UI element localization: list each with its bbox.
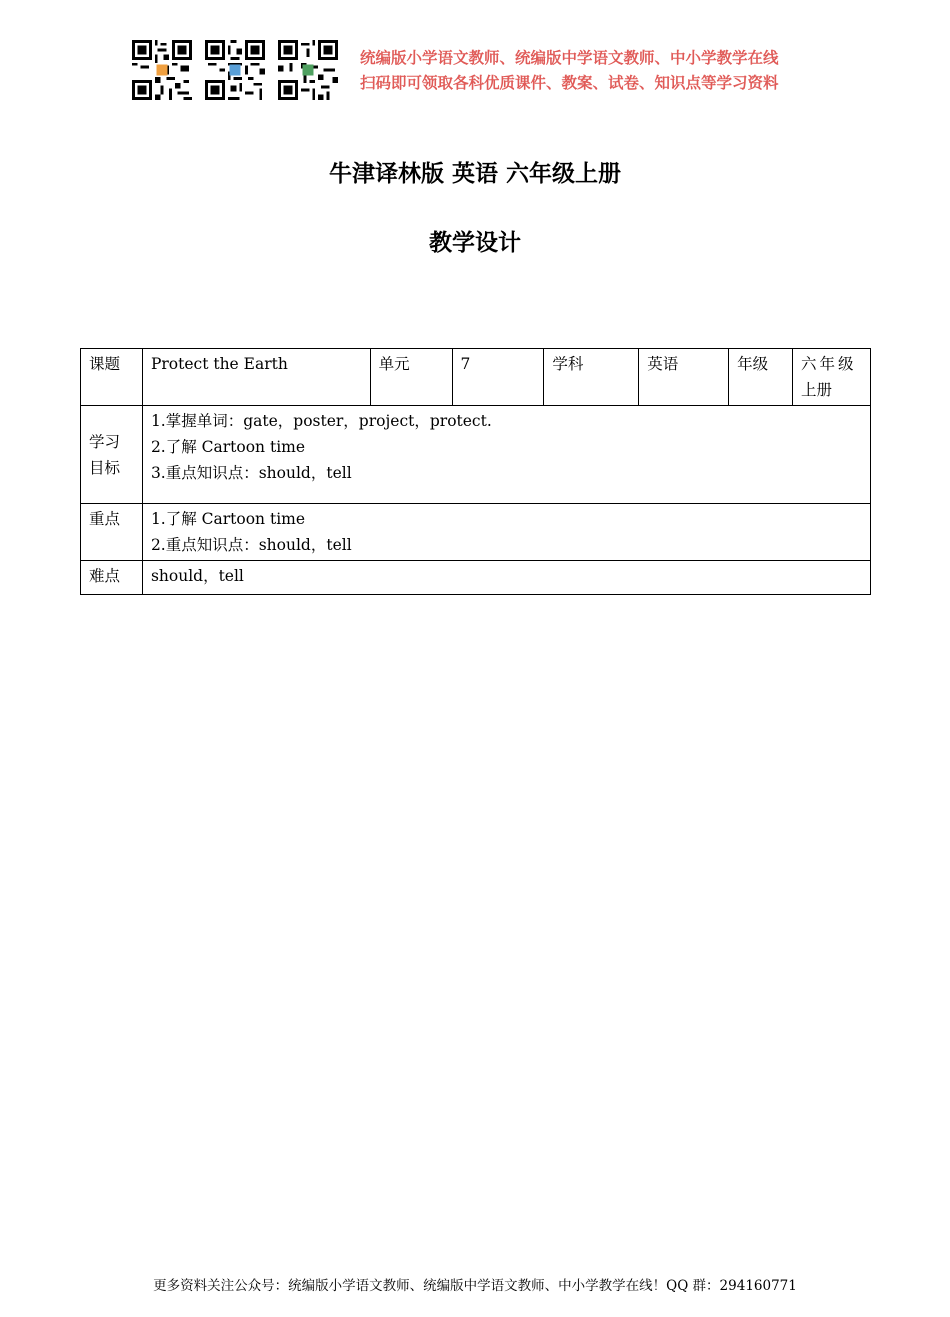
key-points-label: 重点	[81, 504, 143, 561]
goals-content	[142, 406, 870, 504]
grade-value-line-1: 六年级	[801, 355, 857, 373]
grade-label: 年级	[729, 349, 793, 406]
unit-label: 单元	[370, 349, 452, 406]
subject-label: 学科	[544, 349, 639, 406]
grade-value	[793, 349, 871, 406]
table-row	[81, 349, 871, 406]
qr-code-icon	[132, 40, 192, 100]
goal-item: 1.掌握单词：gate，poster，project，protect.	[150, 412, 492, 430]
difficulties-value: should，tell	[142, 561, 870, 595]
promo-line-2: 扫码即可领取各科优质课件、教案、试卷、知识点等学习资料	[360, 74, 779, 92]
goal-item: 3.重点知识点：should，tell	[150, 464, 352, 482]
document-title: 牛津译林版 英语 六年级上册	[328, 161, 621, 187]
qr-code-icon	[205, 40, 265, 100]
key-point-item: 1.了解 Cartoon time	[150, 510, 306, 528]
goal-item: 2.了解 Cartoon time	[150, 438, 306, 456]
goals-label-line-1: 学习	[89, 432, 121, 451]
lesson-plan-table	[80, 348, 871, 595]
topic-label: 课题	[81, 349, 143, 406]
document-subtitle: 教学设计	[429, 230, 521, 256]
difficulties-label: 难点	[81, 561, 143, 595]
table-row	[81, 406, 871, 504]
table-row	[81, 561, 871, 595]
promo-line-1: 统编版小学语文教师、统编版中学语文教师、中小学教学在线	[360, 49, 779, 67]
key-points-content	[142, 504, 870, 561]
subject-value: 英语	[639, 349, 729, 406]
goals-label-line-2: 目标	[89, 458, 121, 477]
footer-text: 更多资料关注公众号：统编版小学语文教师、统编版中学语文教师、中小学教学在线！QQ 群：294160771	[153, 1278, 797, 1294]
key-point-item: 2.重点知识点：should，tell	[150, 536, 352, 554]
header-bar	[128, 40, 828, 104]
topic-value: Protect the Earth	[142, 349, 370, 406]
goals-label	[81, 406, 143, 504]
qr-code-icon	[278, 40, 338, 100]
grade-value-line-2: 上册	[801, 381, 833, 399]
promo-text	[360, 46, 779, 96]
unit-value: 7	[452, 349, 544, 406]
table-row	[81, 504, 871, 561]
